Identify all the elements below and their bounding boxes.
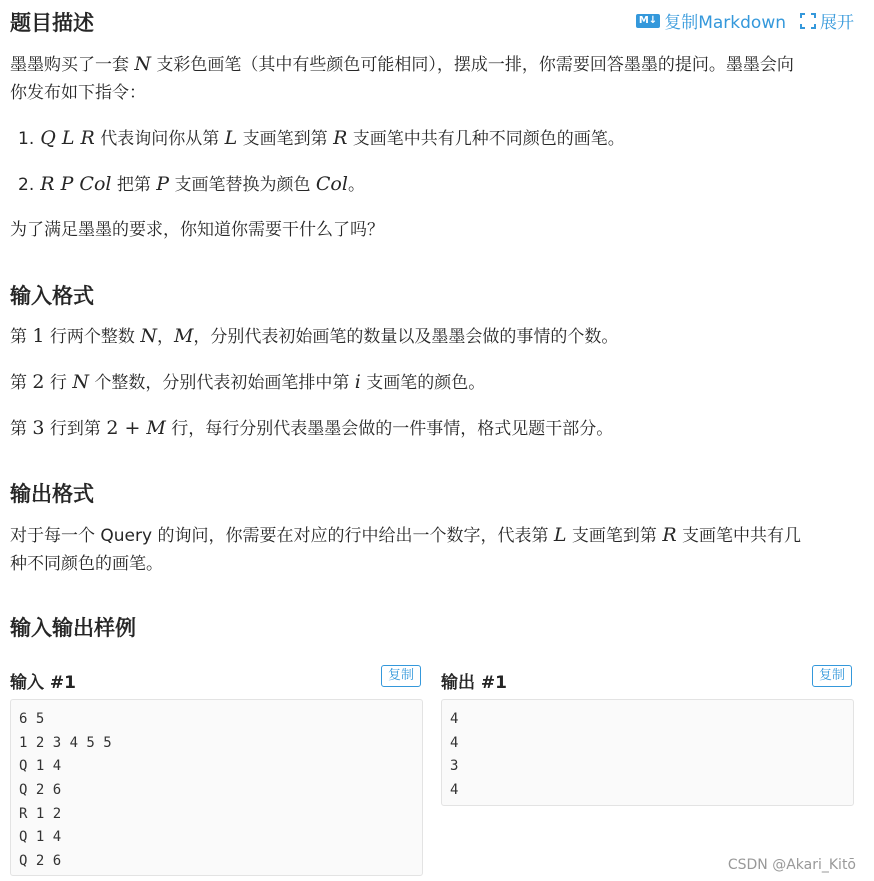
output-format-text: 对于每一个 Query 的询问，你需要在对应的行中给出一个数字，代表第 L 支画笔到第 R 支画笔中共有几 种不同颜色的画笔。 xyxy=(10,524,802,574)
sample-output-line: 4 xyxy=(450,734,459,751)
sample-input-line: Q 1 4 xyxy=(19,829,62,846)
instruction-list xyxy=(18,124,625,153)
samples-heading: 输入输出样例 xyxy=(10,616,136,640)
toolbar xyxy=(636,8,854,33)
list-item: 2. R P Col 把第 P 支画笔替换为颜色 Col。 xyxy=(18,173,365,195)
markdown-icon: M↓ xyxy=(636,14,660,28)
output-format-heading: 输出格式 xyxy=(10,482,94,506)
description-para-1: 墨墨购买了一套 N 支彩色画笔（其中有些颜色可能相同），摆成一排，你需要回答墨墨的提问。墨墨会向 你发布如下指令： xyxy=(10,53,794,103)
input-format-line-1: 第 1 行两个整数 N，M，分别代表初始画笔的数量以及墨墨会做的事情的个数。 xyxy=(10,325,619,347)
copy-markdown-label: 复制Markdown xyxy=(664,13,786,33)
sample-input-line: Q 2 6 xyxy=(19,853,62,870)
sample-input-line: 1 2 3 4 5 5 xyxy=(19,734,112,751)
sample-input-line: R 1 2 xyxy=(19,805,62,822)
description xyxy=(10,50,860,107)
instruction-list-2 xyxy=(18,170,365,199)
expand-icon xyxy=(800,13,816,29)
expand-button[interactable] xyxy=(800,8,854,33)
watermark: CSDN @Akari_Kitō xyxy=(727,857,856,873)
sample-input-line: Q 2 6 xyxy=(19,782,62,799)
sample-input-title: 输入 #1 xyxy=(10,673,76,693)
copy-output-button[interactable]: 复制 xyxy=(812,665,852,687)
sample-input-line: 6 5 xyxy=(19,711,45,727)
description-para-2: 为了满足墨墨的要求，你知道你需要干什么了吗？ xyxy=(10,220,384,240)
sample-input-line: Q 1 4 xyxy=(19,758,62,775)
list-item: 1. Q L R 代表询问你从第 L 支画笔到第 R 支画笔中共有几种不同颜色的画笔。 xyxy=(18,127,625,149)
sample-output-line: 4 xyxy=(450,711,459,727)
input-format-line-3: 第 3 行到第 2 + M 行，每行分别代表墨墨会做的一件事情，格式见题干部分。 xyxy=(10,417,614,439)
page-title: 题目描述 xyxy=(10,11,94,35)
sample-output-box xyxy=(441,699,854,806)
input-format-line-2: 第 2 行 N 个整数，分别代表初始画笔排中第 i 支画笔的颜色。 xyxy=(10,371,486,393)
input-format-heading: 输入格式 xyxy=(10,284,94,308)
expand-label: 展开 xyxy=(820,13,854,33)
copy-input-button[interactable]: 复制 xyxy=(381,665,421,687)
copy-markdown-button[interactable] xyxy=(636,8,786,33)
sample-output-line: 4 xyxy=(450,782,459,799)
sample-output-title: 输出 #1 xyxy=(441,673,507,693)
sample-output-line: 3 xyxy=(450,758,459,775)
sample-input-box xyxy=(10,699,423,876)
